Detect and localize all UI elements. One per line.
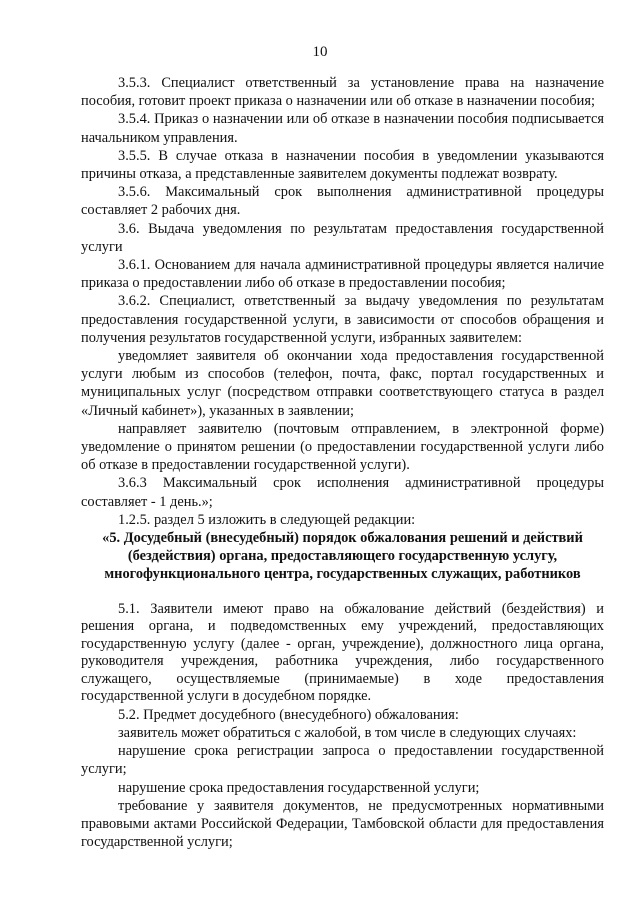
- list-item-extra-documents: требование у заявителя документов, не предусмотренных нормативными правовыми актами Российской Федерации, Тамбовской области для предоставления государственной услуги;: [81, 797, 604, 851]
- paragraph-3-6-3: 3.6.3 Максимальный срок исполнения административной процедуры составляет - 1 день.»;: [81, 475, 604, 510]
- paragraph-3-6-1: 3.6.1. Основанием для начала административной процедуры является наличие приказа о предоставлении либо об отказе в предоставлении пособия;: [81, 257, 604, 292]
- page-number: 10: [312, 44, 328, 60]
- section-3-6-title: 3.6. Выдача уведомления по результатам предоставления государственной услуги: [81, 220, 604, 255]
- paragraph-complaint-cases: заявитель может обратиться с жалобой, в том числе в следующих случаях:: [118, 724, 577, 741]
- paragraph-3-5-6: 3.5.6. Максимальный срок выполнения административной процедуры составляет 2 рабочих дня.: [81, 184, 604, 219]
- section-5-heading: «5. Досудебный (внесудебный) порядок обжалования решений и действий (бездействия) органа, предоставляющего государственную услугу, многофункционального центра, государственных служащих, работников: [102, 530, 583, 583]
- paragraph-3-6-2: 3.6.2. Специалист, ответственный за выдачу уведомления по результатам предоставления государственной услуги, в зависимости от способов обращения и получения результатов государственной услуги, избранных заявителем:: [81, 293, 604, 346]
- document-body: [81, 74, 604, 851]
- paragraph-1-2-5: 1.2.5. раздел 5 изложить в следующей редакции:: [118, 511, 416, 528]
- paragraph-3-5-4: 3.5.4. Приказ о назначении или об отказе в назначении пособия подписывается начальником управления.: [81, 111, 604, 146]
- paragraph-5-1: 5.1. Заявители имеют право на обжалование действий (бездействия) и решения органа, и подведомственных ему учреждений, предоставляющих государственную услугу (далее - орган, учреждение), должностного лица органа, руководителя учреждения, работника учреждения, либо государственного служащего, осуществляемые (принимаемые) в ходе предоставления государственной услуги в досудебном порядке.: [81, 600, 604, 705]
- list-item-registration-violation: нарушение срока регистрации запроса о предоставлении государственной услуги;: [81, 743, 604, 778]
- list-item-service-term-violation: нарушение срока предоставления государственной услуги;: [118, 779, 480, 796]
- paragraph-3-5-3: 3.5.3. Специалист ответственный за установление права на назначение пособия, готовит проект приказа о назначении или об отказе в назначении пособия;: [81, 75, 604, 110]
- paragraph-3-5-5: 3.5.5. В случае отказа в назначении пособия в уведомлении указываются причины отказа, а представленные заявителем документы подлежат возврату.: [81, 147, 604, 183]
- paragraph-send-notice: направляет заявителю (почтовым отправлением, в электронной форме) уведомление о принятом решении (о предоставлении государственной услуги либо об отказе в предоставлении государственной услуги).: [81, 420, 604, 474]
- paragraph-5-2: 5.2. Предмет досудебного (внесудебного) обжалования:: [118, 706, 459, 723]
- paragraph-notify-applicant: уведомляет заявителя об окончании хода предоставления государственной услуги любым из способов (телефон, почта, факс, портал государственных и муниципальных услуг (посредством отправки соответствующего статуса в раздел «Личный кабинет»), указанных в заявлении;: [81, 348, 604, 419]
